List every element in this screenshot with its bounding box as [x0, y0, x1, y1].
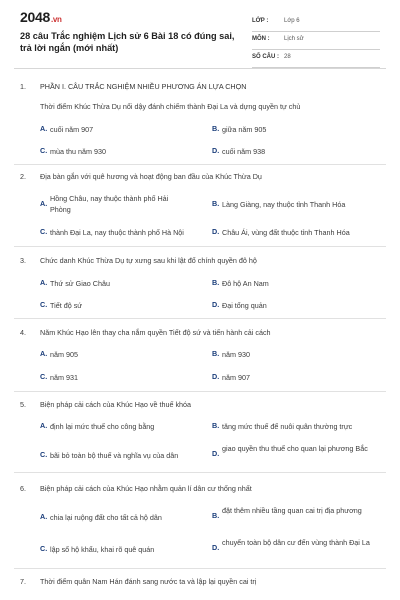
- question-divider: [14, 472, 386, 473]
- document-meta: [252, 14, 380, 68]
- question-divider: [14, 568, 386, 569]
- option-5c[interactable]: C. bãi bỏ toàn bộ thuế và nghĩa vụ của dân: [40, 450, 179, 460]
- option-6a[interactable]: A. chia lại ruộng đất cho tất cả hộ dân: [40, 512, 162, 522]
- page-header: [0, 0, 400, 64]
- option-4a[interactable]: A. năm 905: [40, 349, 78, 359]
- option-1d[interactable]: D. cuối năm 938: [212, 146, 266, 156]
- option-4b[interactable]: B. năm 930: [212, 349, 250, 359]
- option-2d[interactable]: D. Châu Ái, vùng đất thuộc tỉnh Thanh Hóa: [212, 227, 350, 237]
- question-stem: Biện pháp cải cách của Khúc Hạo nhằm quản lí dân cư thống nhất: [40, 484, 252, 493]
- option-6c[interactable]: C. lập sổ hộ khẩu, khai rõ quê quán: [40, 544, 155, 554]
- option-5b[interactable]: B. tăng mức thuế để nuôi quân thường trực: [212, 421, 353, 431]
- question-divider: [14, 164, 386, 165]
- question-divider: [14, 318, 386, 319]
- question-divider: [14, 391, 386, 392]
- option-5d[interactable]: D. giao quyền thu thuế cho quan lại phương Bắc: [212, 444, 368, 458]
- option-2a[interactable]: A. Hồng Châu, nay thuộc thành phố Hải Phòng: [40, 194, 169, 214]
- question-stem: Địa bàn gắn với quê hương và hoạt động ban đầu của Khúc Thừa Dụ: [40, 172, 262, 181]
- option-6b[interactable]: B. đặt thêm nhiều tầng quan cai trị địa phương: [212, 506, 362, 520]
- option-6d[interactable]: D. chuyển toàn bộ dân cư đến vùng thành Đại La: [212, 538, 370, 552]
- option-4d[interactable]: D. năm 907: [212, 372, 250, 382]
- question-stem: Chức danh Khúc Thừa Dụ tự xưng sau khi lật đổ chính quyền đô hộ: [40, 256, 257, 265]
- option-5a[interactable]: A. định lại mức thuế cho công bằng: [40, 421, 155, 431]
- document-page: 2048.vn 28 câu Trắc nghiệm Lịch sử 6 Bài 18 có đúng sai, trả lời ngắn (mới nhất) LỚP : Lớp 6 MÔN : Lịch sử SỐ CÂU : 28 1. PHẦN I. CÂU TRẮC NGHIỆM NHIỀU PHƯƠNG ÁN LỰA CHỌN Thời điểm Khúc Thừa Dụ nổi dậy đánh chiếm thành Đại La và dựng quyền tự chủ A. cuối năm 907 B. giữa năm 905 C. mùa thu năm 930 D. cuối năm 938 2. Địa bàn gắn với quê hương và hoạt động ban đầu của Khúc Thừa Dụ A. Hồng Châu, nay thuộc thành phố Hải Phòng B. Làng Giàng, nay thuộc tỉnh Thanh Hóa C. thành Đại La, nay thuộc thành phố Hà Nội D. Châu Ái, vùng đất thuộc tỉnh Thanh Hóa 3. Chức danh Khúc Thừa Dụ tự xưng sau khi lật đổ chính quyền đô hộ A. Thứ sử Giao Châu B. Đô hộ An Nam C. Tiết độ sứ D. Đại tổng quản 4. Năm Khúc Hạo lên thay cha nắm quyền Tiết độ sứ và tiến hành cải cách A. năm 905 B. năm 930 C. năm 931 D. năm 907 5. Biện pháp cải cách của Khúc Hạo về thuế khóa A. định lại mức thuế cho công bằng B. tăng mức thuế để nuôi quân thường trực C. bãi bỏ toàn bộ thuế và nghĩa vụ của dân D. giao quyền thu thuế cho quan lại phương Bắc 6. Biện pháp cải cách của Khúc Hạo nhằm quản lí dân cư thống nhất A. chia lại ruộng đất cho tất cả hộ dân B. đặt thêm nhiều tầng quan cai trị địa phương C. lập sổ hộ khẩu, khai rõ quê quán D. chuyển toàn bộ dân cư đến vùng thành Đại La 7. Thời điểm quân Nam Hán đánh sang nước ta và lập lại quyền cai trị: [0, 0, 400, 600]
- document-title: 28 câu Trắc nghiệm Lịch sử 6 Bài 18 có đúng sai, trả lời ngắn (mới nhất): [20, 31, 235, 53]
- question-divider: [14, 246, 386, 247]
- option-2c[interactable]: C. thành Đại La, nay thuộc thành phố Hà Nội: [40, 227, 184, 237]
- option-4c[interactable]: C. năm 931: [40, 372, 78, 382]
- meta-question-count: SỐ CÂU : 28: [252, 50, 380, 68]
- option-2b[interactable]: B. Làng Giàng, nay thuộc tỉnh Thanh Hóa: [212, 199, 346, 209]
- site-logo[interactable]: 2048.vn: [20, 9, 62, 25]
- option-3c[interactable]: C. Tiết độ sứ: [40, 300, 83, 310]
- question-stem: Thời điểm quân Nam Hán đánh sang nước ta và lập lại quyền cai trị: [40, 577, 257, 586]
- meta-grade: LỚP : Lớp 6: [252, 14, 380, 32]
- option-3b[interactable]: B. Đô hộ An Nam: [212, 278, 269, 288]
- question-stem: Năm Khúc Hạo lên thay cha nắm quyền Tiết độ sứ và tiến hành cải cách: [40, 328, 271, 337]
- option-1b[interactable]: B. giữa năm 905: [212, 124, 267, 134]
- header-divider: [14, 68, 386, 69]
- meta-subject: MÔN : Lịch sử: [252, 32, 380, 50]
- question-stem: Thời điểm Khúc Thừa Dụ nổi dậy đánh chiếm thành Đại La và dựng quyền tự chủ: [40, 102, 301, 111]
- option-1a[interactable]: A. cuối năm 907: [40, 124, 94, 134]
- option-3a[interactable]: A. Thứ sử Giao Châu: [40, 278, 110, 288]
- option-1c[interactable]: C. mùa thu năm 930: [40, 146, 106, 156]
- option-3d[interactable]: D. Đại tổng quản: [212, 300, 267, 310]
- question-stem: Biện pháp cải cách của Khúc Hạo về thuế khóa: [40, 400, 192, 409]
